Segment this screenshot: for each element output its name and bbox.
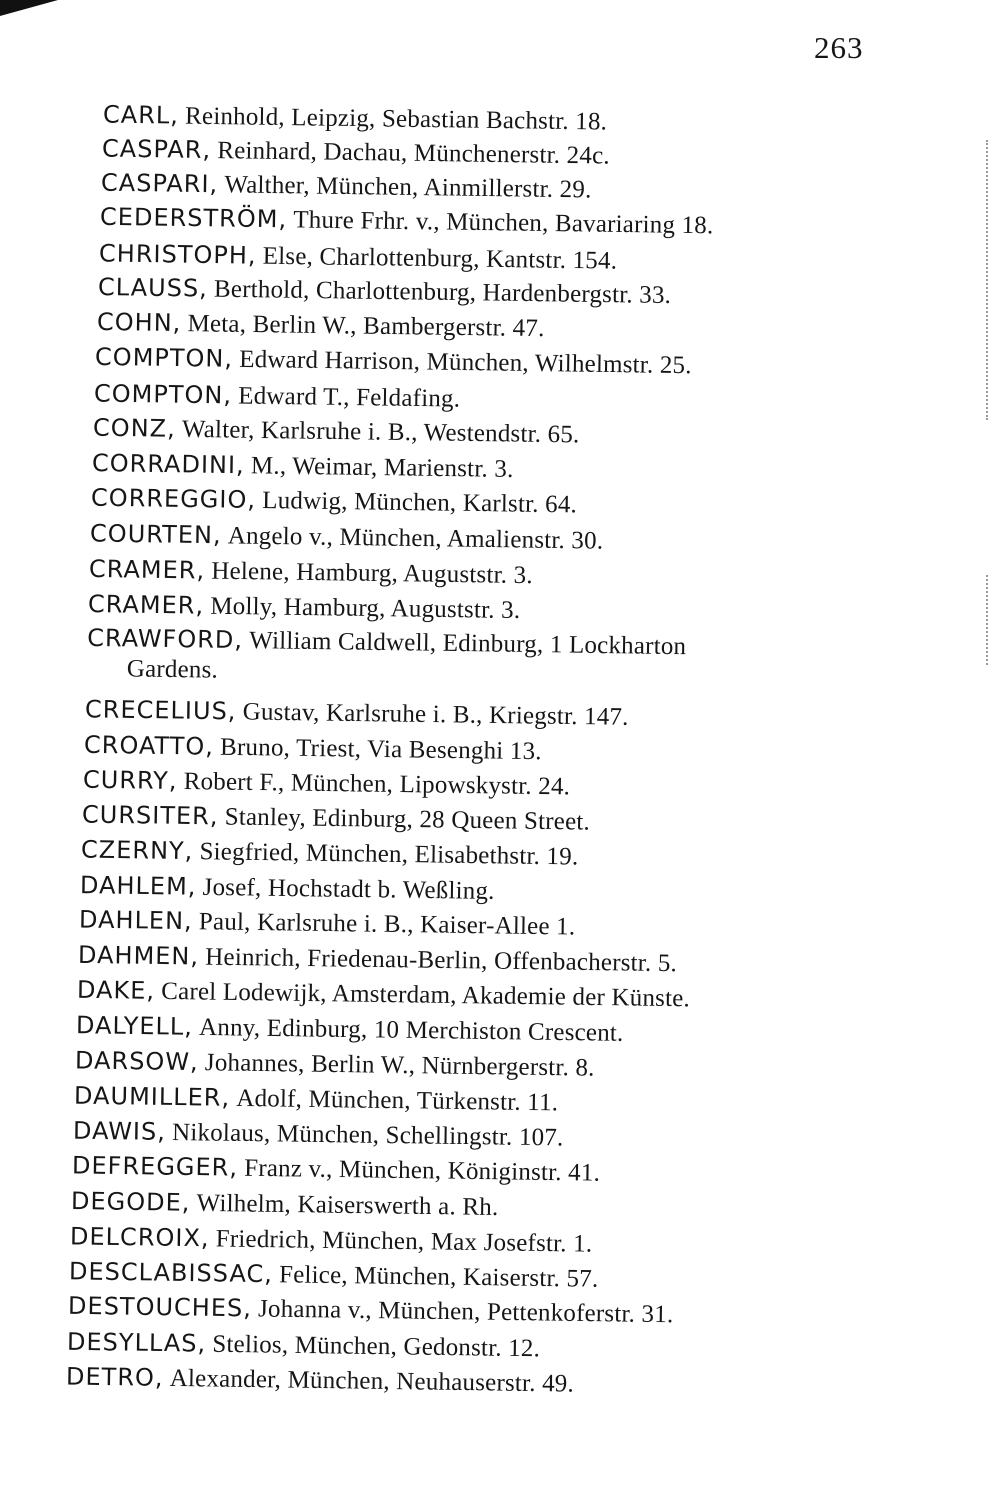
entry-details: Felice, München, Kaiserstr. 57. [278, 1261, 599, 1293]
directory-entry [90, 518, 604, 556]
directory-entry [100, 202, 714, 242]
entry-details: Molly, Hamburg, Auguststr. 3. [210, 592, 521, 625]
directory-entry [69, 1256, 599, 1294]
entry-details: Wilhelm, Kaiserswerth a. Rh. [196, 1189, 499, 1221]
entry-surname: DAKE, [76, 975, 156, 1005]
directory-entry [66, 1361, 574, 1399]
entry-details: M., Weimar, Marienstr. 3. [250, 452, 514, 483]
entry-surname: DESCLABISSAC, [68, 1257, 274, 1289]
entry-details: Siegfried, München, Elisabethstr. 19. [199, 838, 579, 871]
entry-surname: DAHLEN, [78, 905, 193, 936]
directory-entry [71, 1186, 499, 1223]
directory-entry [92, 448, 514, 485]
directory-entry [84, 730, 542, 767]
entry-surname: DAWIS, [72, 1116, 167, 1146]
entry-surname: CASPARI, [100, 168, 219, 199]
entry-details: Paul, Karlsruhe i. B., Kaiser-Allee 1. [198, 908, 576, 941]
bleed-through-marks [986, 140, 992, 420]
entry-surname: COHN, [96, 307, 182, 338]
entry-details: Stanley, Edinburg, 28 Queen Street. [224, 803, 591, 836]
entry-surname: CARL, [102, 100, 180, 130]
directory-entry [80, 870, 495, 907]
entry-details: Edward Harrison, München, Wilhelmstr. 25. [239, 345, 692, 380]
entry-details: Adolf, München, Türkenstr. 11. [236, 1084, 559, 1117]
directory-entry [70, 1221, 593, 1259]
directory-entry [85, 694, 629, 733]
entry-details: Anny, Edinburg, 10 Merchiston Crescent. [198, 1013, 624, 1047]
entry-surname: CROATTO, [83, 730, 215, 761]
directory-entry [79, 905, 576, 943]
entry-continuation: Gardens. [126, 655, 219, 684]
directory-entry [73, 1116, 564, 1154]
entry-surname: COMPTON, [93, 379, 233, 410]
entry-details: William Caldwell, Edinburg, 1 Lockharton [249, 627, 687, 661]
bleed-through-marks [986, 575, 992, 665]
entry-surname: CRAMER, [87, 589, 205, 620]
entry-surname: COMPTON, [94, 342, 234, 373]
entry-surname: DAHLEM, [79, 871, 197, 901]
entry-surname: CEDERSTRÖM, [99, 202, 288, 234]
entry-details: Helene, Hamburg, Auguststr. 3. [211, 557, 533, 590]
entry-surname: CZERNY, [80, 835, 194, 866]
directory-entry [82, 799, 590, 837]
entry-surname: DESYLLAS, [66, 1327, 207, 1358]
directory-entry [76, 1010, 624, 1049]
entry-details: Reinhard, Dachau, Münchenerstr. 24c. [217, 137, 610, 170]
entry-surname: DESTOUCHES, [67, 1291, 253, 1323]
entry-details: Johannes, Berlin W., Nürnbergerstr. 8. [204, 1049, 595, 1082]
entry-surname: CRAMER, [88, 554, 206, 585]
directory-entry [97, 307, 545, 344]
entry-surname: DEGODE, [70, 1187, 191, 1217]
directory-entry [91, 483, 577, 521]
directory-entry [95, 342, 692, 381]
entry-details: Josef, Hochstadt b. Weßling. [202, 873, 495, 905]
entry-surname: DAHMEN, [77, 940, 200, 971]
entry-surname: COURTEN, [89, 519, 222, 550]
entry-details: Nikolaus, München, Schellingstr. 107. [171, 1118, 564, 1152]
entry-surname: CLAUSS, [97, 273, 208, 303]
directory-entry [87, 623, 687, 692]
entry-surname: CONZ, [92, 413, 176, 443]
entry-details: Edward T., Feldafing. [238, 382, 461, 413]
page-number: 263 [814, 30, 864, 65]
directory-entry [93, 413, 580, 451]
entry-surname: CURSITER, [81, 800, 219, 831]
directory-entry [72, 1150, 600, 1188]
entry-details: Walther, München, Ainmillerstr. 29. [224, 171, 592, 204]
directory-entry [103, 99, 608, 137]
entry-surname: DAUMILLER, [73, 1081, 231, 1112]
entry-surname: DARSOW, [74, 1046, 199, 1077]
entry-details: Reinhold, Leipzig, Sebastian Bachstr. 18. [184, 102, 608, 136]
directory-entry [75, 1045, 595, 1083]
directory-entry [101, 168, 592, 206]
entry-details: Friedrich, München, Max Josefstr. 1. [215, 1225, 593, 1258]
entry-details: Johanna v., München, Pettenkoferstr. 31. [257, 1295, 674, 1329]
entry-details: Robert F., München, Lipowskystr. 24. [183, 768, 571, 801]
entry-details: Berthold, Charlottenburg, Hardenbergstr. 33. [213, 275, 672, 309]
directory-entry [77, 975, 690, 1015]
directory-entry [67, 1327, 540, 1365]
entry-surname: CRECELIUS, [84, 695, 237, 726]
directory-entry [98, 272, 672, 311]
directory-entry [88, 589, 521, 626]
entry-surname: DALYELL, [75, 1011, 194, 1041]
entry-details: Meta, Berlin W., Bambergerstr. 47. [187, 310, 545, 343]
entry-details: Stelios, München, Gedonstr. 12. [212, 1330, 541, 1363]
directory-entry [83, 765, 571, 803]
entry-surname: DETRO, [65, 1362, 164, 1392]
entry-details: Else, Charlottenburg, Kantstr. 154. [262, 242, 618, 275]
directory-entry [68, 1291, 674, 1330]
directory-entry [74, 1081, 559, 1119]
directory-entry [99, 238, 618, 276]
directory-entry [94, 378, 461, 414]
entry-details: Ludwig, München, Karlstr. 64. [262, 486, 578, 519]
entry-details: Thure Frhr. v., München, Bavariaring 18. [293, 206, 714, 240]
entry-details: Angelo v., München, Amalienstr. 30. [227, 522, 604, 555]
entry-surname: DELCROIX, [69, 1222, 210, 1253]
entry-surname: CORREGGIO, [90, 483, 257, 514]
entry-surname: DEFREGGER, [71, 1151, 239, 1182]
directory-entry [89, 554, 533, 591]
entry-details: Alexander, München, Neuhauserstr. 49. [169, 1364, 575, 1398]
entry-details: Walter, Karlsruhe i. B., Westendstr. 65. [181, 415, 580, 449]
entry-details: Franz v., München, Königinstr. 41. [244, 1154, 601, 1187]
entry-details: Gustav, Karlsruhe i. B., Kriegstr. 147. [242, 698, 629, 731]
directory-entry [102, 133, 610, 171]
entry-surname: CURRY, [82, 765, 178, 795]
entry-surname: CASPAR, [101, 134, 212, 164]
entry-details: Bruno, Triest, Via Besenghi 13. [219, 733, 542, 766]
directory-entry [81, 835, 579, 873]
directory-entry [78, 940, 677, 979]
entry-details: Carel Lodewijk, Amsterdam, Akademie der Künste. [161, 977, 691, 1013]
entry-details: Heinrich, Friedenau-Berlin, Offenbacherstr. 5. [205, 943, 678, 978]
entry-surname: CORRADINI, [91, 449, 245, 480]
entry-surname: CHRISTOPH, [98, 239, 257, 270]
entry-surname: CRAWFORD, [87, 623, 244, 654]
